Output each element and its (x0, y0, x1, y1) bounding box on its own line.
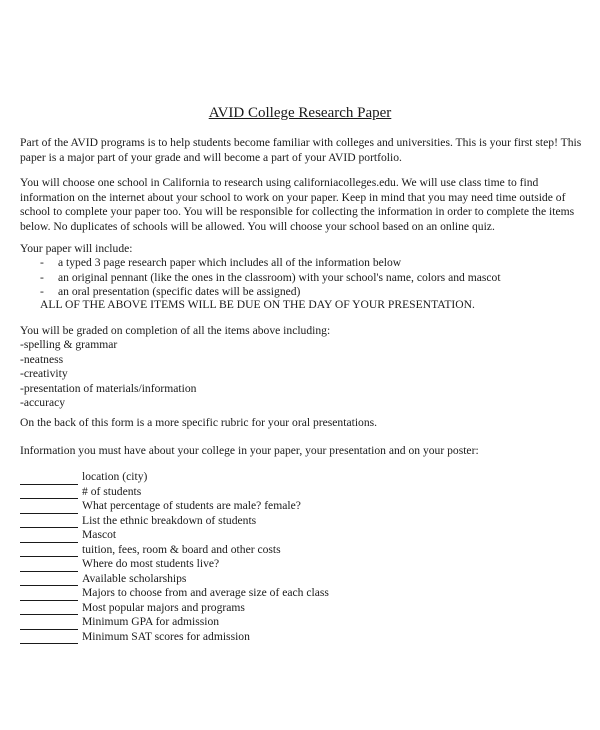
fill-in-blank (20, 487, 78, 499)
fill-in-blank (20, 618, 78, 630)
checklist-label: location (city) (82, 470, 148, 483)
checklist-row (20, 586, 590, 601)
checklist-row (20, 499, 590, 514)
list-item: -presentation of materials/information (20, 381, 197, 395)
checklist-label: Majors to choose from and average size of each class (82, 586, 329, 599)
list-item (20, 271, 590, 286)
choose-school-paragraph: You will choose one school in California to research using californiacolleges.edu. We will use class time to find information on the internet about your school to work on your paper. Keep in mind that you may need time outside of school to complete your paper too. You will be responsible for collecting the information in order to complete the items below. No duplicates of schools will be allowed. You will choose your school based on an online quiz. (20, 176, 575, 233)
list-item: -spelling & grammar (20, 338, 118, 351)
due-date-notice: ALL OF THE ABOVE ITEMS WILL BE DUE ON THE DAY OF YOUR PRESENTATION. (40, 298, 475, 311)
graded-criteria-list (20, 338, 590, 411)
fill-in-blank (20, 560, 78, 572)
fill-in-blank (20, 516, 78, 528)
fill-in-blank (20, 574, 78, 586)
fill-in-blank (20, 589, 78, 601)
list-item: -accuracy (20, 396, 66, 409)
checklist-label: Minimum GPA for admission (82, 615, 220, 628)
fill-in-blank (20, 473, 78, 485)
info-checklist (20, 470, 590, 644)
list-item-text: an original pennant (like the ones in the classroom) with your school's name, colors and mascot (58, 270, 501, 284)
checklist-row (20, 514, 590, 529)
list-item: -neatness (20, 352, 64, 366)
include-heading: Your paper will include: (20, 242, 133, 255)
list-item-text: an oral presentation (specific dates will be assigned) (58, 285, 301, 298)
rubric-note: On the back of this form is a more specific rubric for your oral presentations. (20, 416, 378, 429)
fill-in-blank (20, 502, 78, 514)
checklist-label: Most popular majors and programs (82, 600, 245, 614)
checklist-row (20, 557, 590, 572)
checklist-label: List the ethnic breakdown of students (82, 513, 257, 527)
checklist-row (20, 601, 590, 616)
fill-in-blank (20, 531, 78, 543)
intro-paragraph: Part of the AVID programs is to help students become familiar with colleges and universities. This is your first step! This paper is a major part of your grade and will become a part of your AVID portfolio. (20, 136, 582, 164)
checklist-label: tuition, fees, room & board and other costs (82, 542, 281, 556)
bullet-dash: - (40, 256, 44, 269)
include-list (20, 256, 590, 300)
fill-in-blank (20, 545, 78, 557)
list-item-text: a typed 3 page research paper which includes all of the information below (58, 256, 402, 269)
checklist-label: Available scholarships (82, 571, 187, 585)
fill-in-blank (20, 632, 78, 644)
graded-heading: You will be graded on completion of all the items above including: (20, 324, 331, 337)
fill-in-blank (20, 603, 78, 615)
bullet-dash: - (40, 285, 44, 298)
list-item (20, 256, 590, 271)
checklist-row (20, 543, 590, 558)
info-heading: Information you must have about your college in your paper, your presentation and on your poster: (20, 444, 479, 457)
checklist-row (20, 630, 590, 645)
checklist-row (20, 528, 590, 543)
document-title: AVID College Research Paper (208, 105, 392, 121)
checklist-row (20, 572, 590, 587)
checklist-label: Minimum SAT scores for admission (82, 629, 250, 643)
checklist-label: What percentage of students are male? female? (82, 499, 301, 512)
checklist-label: Where do most students live? (82, 557, 220, 570)
checklist-row (20, 615, 590, 630)
bullet-dash: - (40, 270, 44, 284)
checklist-label: # of students (82, 484, 142, 498)
list-item: -creativity (20, 367, 68, 380)
checklist-row (20, 485, 590, 500)
checklist-row (20, 470, 590, 485)
checklist-label: Mascot (82, 528, 117, 541)
